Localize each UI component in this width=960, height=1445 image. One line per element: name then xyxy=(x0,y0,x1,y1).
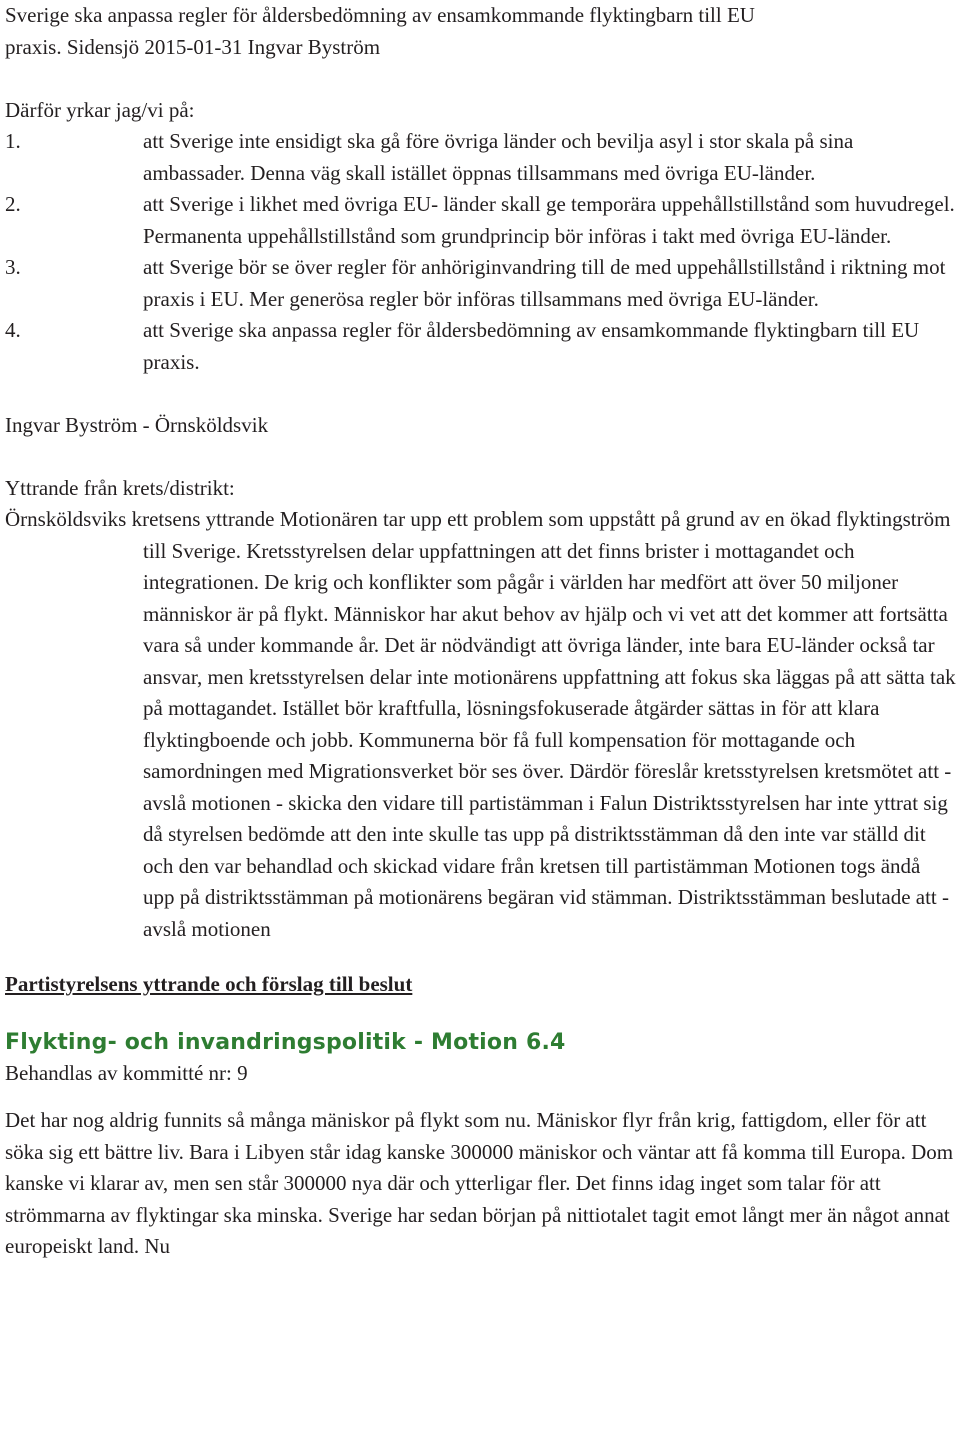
spacer xyxy=(5,63,957,95)
district-statement: Örnsköldsviks kretsens yttrande Motionären tar upp ett problem som uppstått på grund av en ökad flyktingström till Sverige. Kretsstyrelsen delar uppfattningen att det finns brister i mottagandet och integrationen. De krig och konflikter som pågår i världen har medfört att över 50 miljoner människor är på flykt. Människor har akut behov av hjälp och vi vet att det kommer att fortsätta vara så under kommande år. Det är nödvändigt att övriga länder, inte bara EU-länder också tar ansvar, men kretsstyrelsen delar inte motionärens uppfattning att fokus ska läggas på att sätta tak på mottagandet. Istället bör kraftfulla, lösningsfokuserade åtgärder sättas in för att klara flyktingboende och jobb. Kommunerna bör få full kompensation för mottagande och samordningen med Migrationsverket bör ses över. Därdör föreslår kretsstyrelsen kretsmötet att - avslå motionen - skicka den vidare till partistämman i Falun Distriktsstyrelsen har inte yttrat sig då styrelsen bedömde att den inte skulle tas upp på distriktsstämman då den inte var ställd dit och den var behandlad och skickad vidare från kretsen till partistämman Motionen togs ändå upp på distriktsstämman på motionärens begäran vid stämman. Distriktsstämman beslutade att - avslå motionen xyxy=(5,507,956,941)
spacer xyxy=(5,441,957,473)
list-text: att Sverige inte ensidigt ska gå före övriga länder och bevilja asyl i stor skala på sina ambassader. Denna väg skall istället öppnas tillsammans med övriga EU-länder. xyxy=(143,129,854,185)
board-text: Det har nog aldrig funnits så många mäniskor på flykt som nu. Mäniskor flyr från krig, fattigdom, eller för att söka sig ett bättre liv. Bara i Libyen står idag kanske 300000 mäniskor och väntar att få komma till Europa. Dom kanske vi klarar av, men sen står 300000 nya där och ytterligar fler. Det finns idag inget som talar för att strömmarna av flyktingar ska minska. Sverige har sedan början på nittiotalet tagit emot långt mer än något annat europeiskt land. Nu xyxy=(5,1108,954,1258)
district-heading: Yttrande från krets/distrikt: xyxy=(5,475,235,500)
list-number: 1. xyxy=(5,129,21,153)
list-text: att Sverige bör se över regler för anhöriginvandring till de med uppehållstillstånd i riktning mot praxis i EU. Mer generösa regler bör införas tillsammans med övriga EU-länder. xyxy=(143,255,946,311)
board-heading: Partistyrelsens yttrande och förslag till beslut xyxy=(5,972,413,996)
list-item xyxy=(5,189,957,252)
list-item xyxy=(5,252,957,315)
list-number: 4. xyxy=(5,318,21,342)
list-item xyxy=(5,315,957,378)
demands-list xyxy=(5,126,957,378)
spacer xyxy=(5,378,957,410)
list-number: 3. xyxy=(5,255,21,279)
demands-intro: Därför yrkar jag/vi på: xyxy=(5,97,195,122)
list-text: att Sverige ska anpassa regler för åldersbedömning av ensamkommande flyktingbarn till EU praxis. xyxy=(143,318,920,374)
document-page xyxy=(5,0,957,1263)
header-line-1: Sverige ska anpassa regler för åldersbedömning av ensamkommande flyktingbarn till EU xyxy=(5,3,755,27)
header-line-2: praxis. Sidensjö 2015-01-31 Ingvar Byström xyxy=(5,34,381,59)
list-item xyxy=(5,126,957,189)
list-number: 2. xyxy=(5,192,21,216)
committee-line: Behandlas av kommitté nr: 9 xyxy=(5,1060,248,1085)
motion-heading: Flykting- och invandringspolitik - Motion 6.4 xyxy=(5,1029,566,1055)
list-text: att Sverige i likhet med övriga EU- länder skall ge temporära uppehållstillstånd som huvudregel. Permanenta uppehållstillstånd som grundprincip bör införas i takt med övriga EU-länder. xyxy=(143,192,955,248)
author-line: Ingvar Byström - Örnsköldsvik xyxy=(5,412,269,437)
